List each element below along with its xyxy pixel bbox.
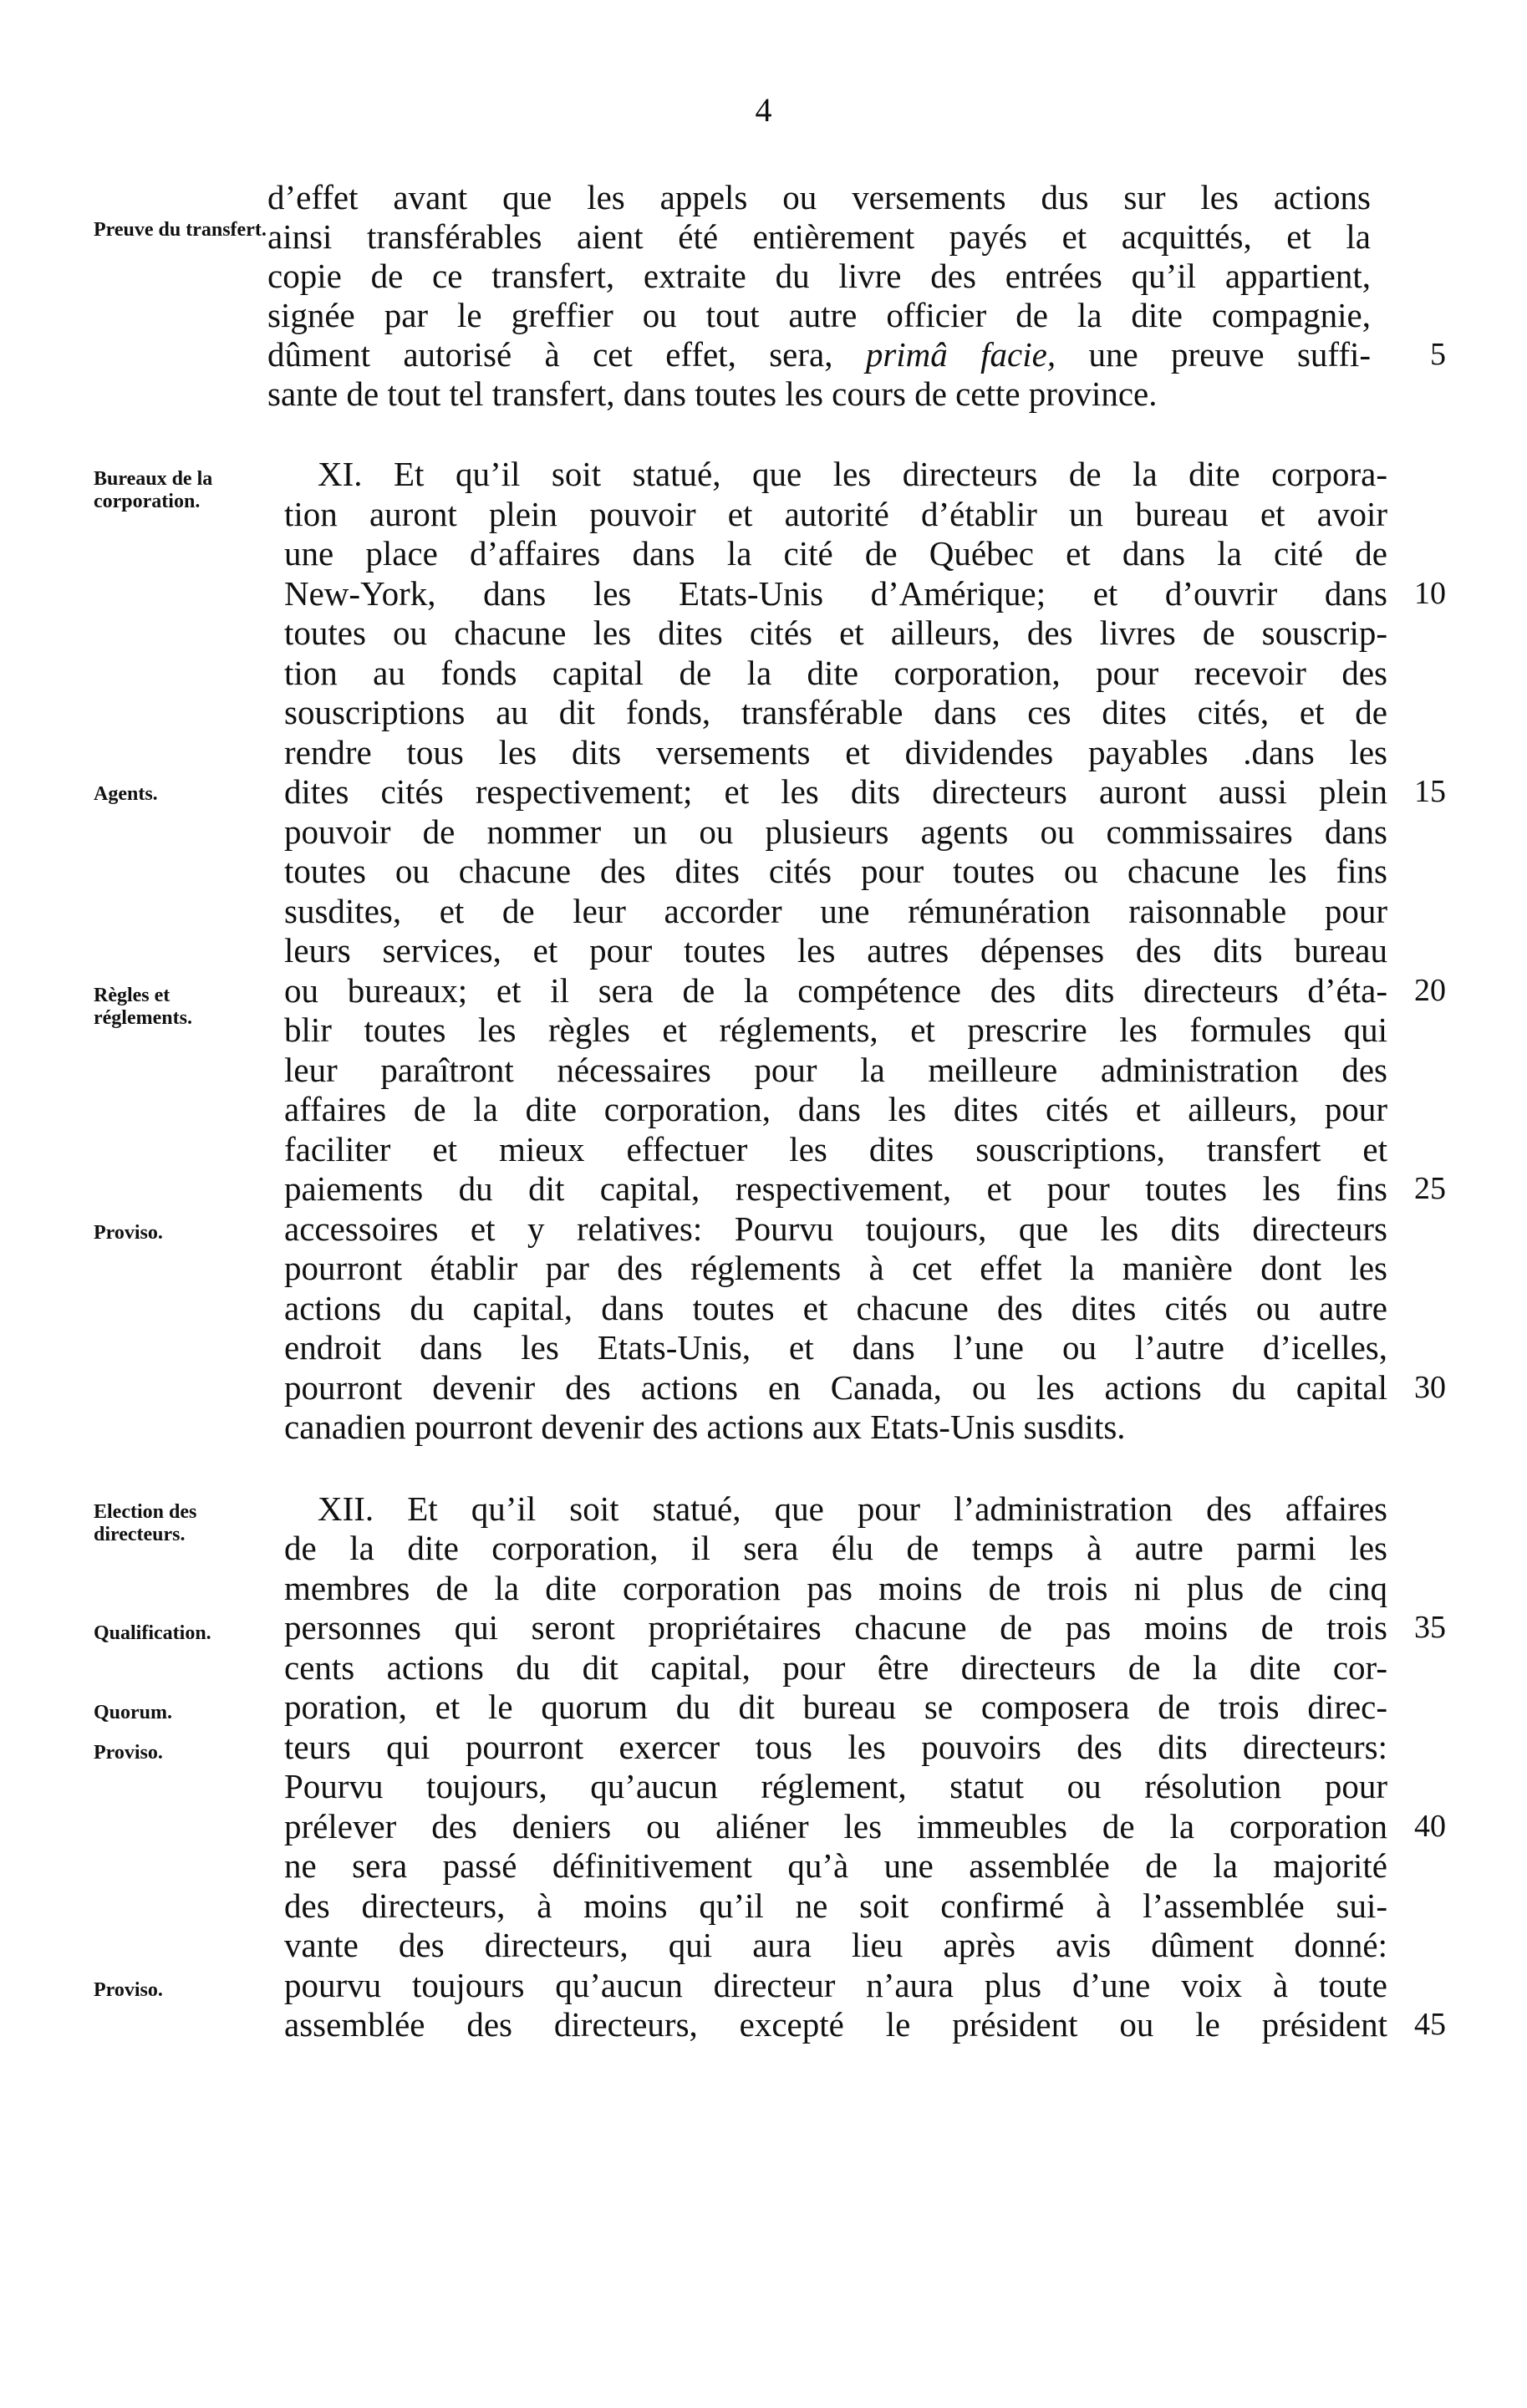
text-line: XI. Et qu’il soit statué, que les directeurs de la dite corpora- — [318, 455, 1387, 493]
text-line: une place d’affaires dans la cité de Québec et dans la cité de — [284, 534, 1387, 573]
text-line: assemblée des directeurs, excepté le président ou le président — [284, 2005, 1387, 2044]
text-line: faciliter et mieux effectuer les dites souscriptions, transfert et — [284, 1130, 1387, 1168]
text-line: blir toutes les règles et réglements, et prescrire les formules qui — [284, 1011, 1387, 1049]
margin-note: Qualification. — [94, 1622, 211, 1644]
text-line: vante des directeurs, qui aura lieu après avis dûment donné: — [284, 1926, 1387, 1964]
text-line: signée par le greffier ou tout autre officier de la dite compagnie, — [267, 296, 1371, 334]
text-line: paiements du dit capital, respectivement, et pour toutes les fins — [284, 1169, 1387, 1208]
text-line: Pourvu toujours, qu’aucun réglement, statut ou résolution pour — [284, 1767, 1387, 1805]
text-line: cents actions du dit capital, pour être directeurs de la dite cor- — [284, 1648, 1387, 1687]
text-line: susdites, et de leur accorder une rémunération raisonnable pour — [284, 892, 1387, 930]
margin-note: Election des directeurs. — [94, 1501, 197, 1545]
text-line: tion auront plein pouvoir et autorité d’établir un bureau et avoir — [284, 495, 1387, 533]
text-line: des directeurs, à moins qu’il ne soit confirmé à l’assemblée sui- — [284, 1886, 1387, 1925]
text-line: ne sera passé définitivement qu’à une assemblée de la majorité — [284, 1846, 1387, 1885]
text-line: d’effet avant que les appels ou versements dus sur les actions — [267, 178, 1371, 216]
line-number: 15 — [1414, 774, 1446, 809]
margin-note: Proviso. — [94, 1979, 163, 2001]
text-line: actions du capital, dans toutes et chacune des dites cités ou autre — [284, 1289, 1387, 1327]
text-line: leur paraîtront nécessaires pour la meilleure administration des — [284, 1051, 1387, 1089]
text-span: une preuve suffi- — [1088, 335, 1372, 374]
margin-note: Proviso. — [94, 1222, 163, 1244]
line-number: 45 — [1414, 2007, 1446, 2042]
margin-note: Agents. — [94, 783, 158, 805]
text-line: endroit dans les Etats-Unis, et dans l’une ou l’autre d’icelles, — [284, 1328, 1387, 1367]
text-line: pourront devenir des actions en Canada, ou les actions du capital — [284, 1368, 1387, 1407]
text-line: souscriptions au dit fonds, transférable dans ces dites cités, et de — [284, 693, 1387, 731]
text-line: de la dite corporation, il sera élu de temps à autre parmi les — [284, 1529, 1387, 1567]
text-line: dites cités respectivement; et les dits directeurs auront aussi plein — [284, 772, 1387, 811]
text-line: teurs qui pourront exercer tous les pouvoirs des dits directeurs: — [284, 1728, 1387, 1766]
page-number: 4 — [755, 91, 772, 129]
margin-note: Bureaux de la corporation. — [94, 468, 213, 512]
text-line: membres de la dite corporation pas moins de trois ni plus de cinq — [284, 1569, 1387, 1607]
text-line: pourront établir par des réglements à cet effet la manière dont les — [284, 1249, 1387, 1287]
text-line: poration, et le quorum du dit bureau se composera de trois direc- — [284, 1688, 1387, 1726]
text-line: New-York, dans les Etats-Unis d’Amérique; et d’ouvrir dans — [284, 574, 1387, 613]
line-number: 35 — [1414, 1610, 1446, 1645]
margin-note: Quorum. — [94, 1702, 173, 1723]
margin-note: Proviso. — [94, 1742, 163, 1764]
text-line: toutes ou chacune les dites cités et ailleurs, des livres de souscrip- — [284, 613, 1387, 652]
text-line: affaires de la dite corporation, dans les dites cités et ailleurs, pour — [284, 1090, 1387, 1128]
text-line: personnes qui seront propriétaires chacune de pas moins de trois — [284, 1608, 1387, 1647]
text-line: tion au fonds capital de la dite corporation, pour recevoir des — [284, 654, 1387, 692]
text-line: prélever des deniers ou aliéner les immeubles de la corporation — [284, 1807, 1387, 1845]
text-line: sante de tout tel transfert, dans toutes les cours de cette province. — [267, 374, 1158, 413]
line-number: 5 — [1430, 337, 1446, 372]
text-line: leurs services, et pour toutes les autres dépenses des dits bureau — [284, 931, 1387, 970]
text-line: accessoires et y relatives: Pourvu toujours, que les dits directeurs — [284, 1209, 1387, 1248]
text-line: pourvu toujours qu’aucun directeur n’aura plus d’une voix à toute — [284, 1966, 1387, 2004]
text-line: rendre tous les dits versements et dividendes payables .dans les — [284, 733, 1387, 771]
text-line: copie de ce transfert, extraite du livre des entrées qu’il appartient, — [267, 257, 1371, 295]
line-number: 10 — [1414, 576, 1446, 611]
latin-phrase: primâ facie, — [865, 335, 1056, 374]
text-line: ou bureaux; et il sera de la compétence des dits directeurs d’éta- — [284, 971, 1387, 1010]
text-line: pouvoir de nommer un ou plusieurs agents ou commissaires dans — [284, 812, 1387, 851]
line-number: 25 — [1414, 1171, 1446, 1206]
text-line — [267, 334, 1371, 374]
text-span: dûment autorisé à cet effet, sera, — [267, 335, 833, 374]
text-line: ainsi transférables aient été entièrement payés et acquittés, et la — [267, 217, 1371, 256]
text-line: XII. Et qu’il soit statué, que pour l’administration des affaires — [318, 1489, 1387, 1528]
margin-note: Règles et réglements. — [94, 985, 192, 1029]
text-line: toutes ou chacune des dites cités pour toutes ou chacune les fins — [284, 852, 1387, 890]
line-number: 30 — [1414, 1370, 1446, 1405]
margin-note: Preuve du transfert. — [94, 219, 267, 241]
line-number: 20 — [1414, 973, 1446, 1008]
line-number: 40 — [1414, 1809, 1446, 1844]
text-line: canadien pourront devenir des actions aux Etats-Unis susdits. — [284, 1408, 1126, 1446]
